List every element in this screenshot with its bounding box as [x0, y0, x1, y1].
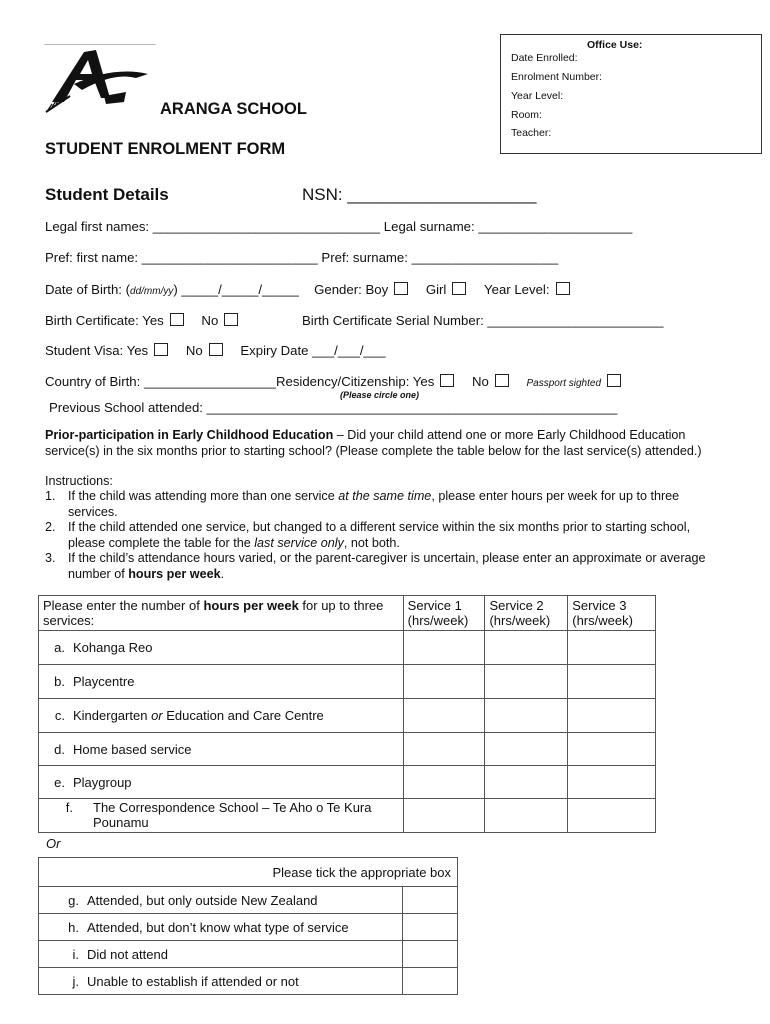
- row-label: Did not attend: [87, 946, 168, 962]
- row-letter: b.: [54, 674, 65, 689]
- instruction-3-number: 3.: [45, 551, 56, 565]
- table-header-row: [39, 596, 656, 631]
- row-b-service-3[interactable]: [568, 665, 656, 699]
- hours-header-bold: hours per week: [203, 598, 299, 613]
- row-f-service-1[interactable]: [403, 799, 485, 833]
- row-letter: d.: [54, 741, 65, 757]
- row-letter: i.: [72, 946, 79, 962]
- service-3-header: Service 3 (hrs/week): [568, 596, 656, 631]
- legal-names-row[interactable]: Legal first names: _______________________________ Legal surname: _____________________: [45, 219, 633, 234]
- instruction-3-text: If the child’s attendance hours varied, or the parent-caregiver is uncertain, please enter an approximate or average number of: [68, 551, 706, 581]
- year-level-label: Year Level:: [484, 282, 550, 297]
- table-row: [39, 665, 656, 699]
- expiry-date-field[interactable]: Expiry Date ___/___/___: [240, 343, 386, 358]
- form-title: STUDENT ENROLMENT FORM: [45, 140, 286, 158]
- instruction-3-emphasis: hours per week: [128, 566, 221, 581]
- row-letter: f.: [65, 800, 73, 815]
- row-c-service-2[interactable]: [485, 699, 568, 733]
- dob-gender-row: [45, 282, 576, 297]
- row-a-service-3[interactable]: [568, 631, 656, 665]
- row-b-label: [39, 665, 404, 699]
- prior-heading: Prior-participation in Early Childhood Education: [45, 428, 334, 442]
- office-teacher: Teacher:: [511, 127, 552, 139]
- visa-yes-checkbox[interactable]: [154, 343, 168, 356]
- visa-no-checkbox[interactable]: [209, 343, 223, 356]
- row-label: Home based service: [73, 741, 192, 757]
- row-c-service-1[interactable]: [403, 699, 485, 733]
- table-row: [39, 733, 656, 766]
- service-1-header: Service 1 (hrs/week): [403, 596, 485, 631]
- office-year-level: Year Level:: [511, 90, 564, 102]
- school-name: ARANGA SCHOOL: [160, 100, 307, 118]
- row-label: Unable to establish if attended or not: [87, 973, 299, 989]
- tick-header-row: [39, 858, 458, 887]
- hours-header: [39, 596, 404, 631]
- row-letter: e.: [54, 774, 65, 790]
- row-a-service-2[interactable]: [485, 631, 568, 665]
- birth-cert-no-checkbox[interactable]: [224, 313, 238, 326]
- year-level-checkbox[interactable]: [556, 282, 570, 295]
- office-enrolment-number: Enrolment Number:: [511, 71, 603, 83]
- row-f-service-2[interactable]: [485, 799, 568, 833]
- or-label: Or: [46, 836, 61, 851]
- row-label: Kohanga Reo: [73, 640, 153, 655]
- row-label: The Correspondence School – Te Aho o Te Kura Pounamu: [93, 800, 372, 830]
- office-room: Room:: [511, 109, 542, 121]
- row-e-service-3[interactable]: [568, 766, 656, 799]
- row-c-service-3[interactable]: [568, 699, 656, 733]
- gender-boy-label: Gender: Boy: [314, 282, 389, 297]
- table-row: [39, 631, 656, 665]
- table-row: [39, 968, 458, 995]
- row-h-tick-box[interactable]: [403, 914, 458, 941]
- office-date-enrolled: Date Enrolled:: [511, 52, 578, 64]
- school-logo: [44, 40, 159, 115]
- row-i-tick-box[interactable]: [403, 941, 458, 968]
- row-d-service-3[interactable]: [568, 733, 656, 766]
- service-2-header: Service 2 (hrs/week): [485, 596, 568, 631]
- birth-cert-row: [45, 313, 244, 328]
- row-label: Playcentre: [73, 674, 135, 689]
- row-e-service-2[interactable]: [485, 766, 568, 799]
- row-label-or: or: [151, 708, 163, 723]
- birth-cert-serial[interactable]: Birth Certificate Serial Number: ________________________: [302, 313, 664, 328]
- birth-cert-yes-checkbox[interactable]: [170, 313, 184, 326]
- row-f-label: [39, 799, 404, 833]
- tick-header: Please tick the appropriate box: [39, 858, 458, 887]
- row-d-label: [39, 733, 404, 766]
- instruction-1-number: 1.: [45, 489, 56, 503]
- table-row: [39, 799, 656, 833]
- hours-header-text-end: for up to three services:: [43, 598, 384, 628]
- row-a-label: [39, 631, 404, 665]
- row-letter: g.: [68, 892, 79, 908]
- dob-format: dd/mm/yy: [130, 286, 174, 297]
- instruction-3: [45, 551, 730, 582]
- birth-cert-no-label: No: [201, 313, 219, 328]
- dob-prefix: Date of Birth: (: [45, 282, 131, 297]
- row-c-label: [39, 699, 404, 733]
- row-label: Playgroup: [73, 774, 132, 790]
- row-label: Attended, but only outside New Zealand: [87, 892, 318, 908]
- country-residency-label[interactable]: Country of Birth: __________________Residency/Citizenship: Yes: [45, 374, 435, 389]
- ece-hours-table: [38, 595, 656, 833]
- instruction-1-text: If the child was attending more than one service: [68, 489, 339, 503]
- office-use-box: [500, 34, 762, 154]
- passport-label: Passport sighted: [526, 378, 602, 389]
- table-row: [39, 766, 656, 799]
- row-j-tick-box[interactable]: [403, 968, 458, 995]
- instruction-1: [45, 489, 730, 520]
- instruction-2: [45, 520, 730, 551]
- nsn-field[interactable]: NSN: ____________________: [302, 185, 537, 204]
- boy-checkbox[interactable]: [394, 282, 408, 295]
- aranga-logo-icon: [44, 40, 159, 115]
- instruction-3-text-end: .: [220, 566, 225, 581]
- instruction-2-emphasis: last service only: [254, 535, 344, 550]
- visa-no-label: No: [185, 343, 203, 358]
- visa-label: Student Visa: Yes: [45, 343, 149, 358]
- row-e-label: [39, 766, 404, 799]
- prior-participation-paragraph: [45, 428, 725, 459]
- passport-checkbox[interactable]: [607, 374, 621, 387]
- row-letter: h.: [68, 919, 79, 935]
- table-row: [39, 914, 458, 941]
- circle-note: (Please circle one): [340, 390, 420, 400]
- row-label-end: Education and Care Centre: [162, 708, 324, 723]
- visa-row: [45, 343, 386, 358]
- row-a-service-1[interactable]: [403, 631, 485, 665]
- instruction-2-text: If the child attended one service, but changed to a different service within the six months prior to starting school, please complete the table for the: [68, 520, 691, 550]
- girl-label: Girl: [425, 282, 447, 297]
- residency-no-checkbox[interactable]: [495, 374, 509, 387]
- residency-no-label: No: [471, 374, 489, 389]
- row-b-service-1[interactable]: [403, 665, 485, 699]
- row-letter: a.: [54, 640, 65, 655]
- row-f-service-3[interactable]: [568, 799, 656, 833]
- row-label: Kindergarten: [73, 708, 152, 723]
- country-row: [45, 374, 627, 389]
- office-use-heading: Office Use:: [587, 39, 643, 51]
- birth-cert-label: Birth Certificate: Yes: [45, 313, 164, 328]
- row-letter: c.: [54, 708, 65, 723]
- table-row: [39, 699, 656, 733]
- prior-intro: – Did your child attend one or more Early Childhood Education service(s) in the six months prior to starting school? (Please complete the table below for the last service(s) attended.): [45, 428, 702, 458]
- row-label: Attended, but don’t know what type of service: [87, 919, 349, 935]
- row-i-label: [39, 941, 403, 968]
- row-h-label: [39, 914, 403, 941]
- instruction-2-number: 2.: [45, 520, 56, 534]
- row-d-service-1[interactable]: [403, 733, 485, 766]
- pref-names-row[interactable]: Pref: first name: ________________________ Pref: surname: ____________________: [45, 250, 559, 265]
- student-details-heading: Student Details: [45, 185, 169, 204]
- previous-school-row[interactable]: Previous School attended: ________________________________________________________: [49, 400, 618, 415]
- residency-yes-checkbox[interactable]: [440, 374, 454, 387]
- row-d-service-2[interactable]: [485, 733, 568, 766]
- table-row: [39, 887, 458, 914]
- girl-checkbox[interactable]: [452, 282, 466, 295]
- dob-field[interactable]: ) _____/_____/_____: [173, 282, 299, 297]
- instruction-2-text-end: , not both.: [343, 535, 400, 550]
- instruction-1-emphasis: at the same time: [338, 489, 432, 503]
- attendance-tick-table: [38, 857, 458, 995]
- row-j-label: [39, 968, 403, 995]
- instruction-1-text-end: , please enter hours per week for up to three services.: [68, 489, 680, 519]
- row-letter: j.: [72, 973, 79, 989]
- instructions-label: Instructions:: [45, 474, 113, 488]
- row-b-service-2[interactable]: [485, 665, 568, 699]
- hours-header-text: Please enter the number of: [43, 598, 204, 613]
- row-g-label: [39, 887, 403, 914]
- row-e-service-1[interactable]: [403, 766, 485, 799]
- row-g-tick-box[interactable]: [403, 887, 458, 914]
- table-row: [39, 941, 458, 968]
